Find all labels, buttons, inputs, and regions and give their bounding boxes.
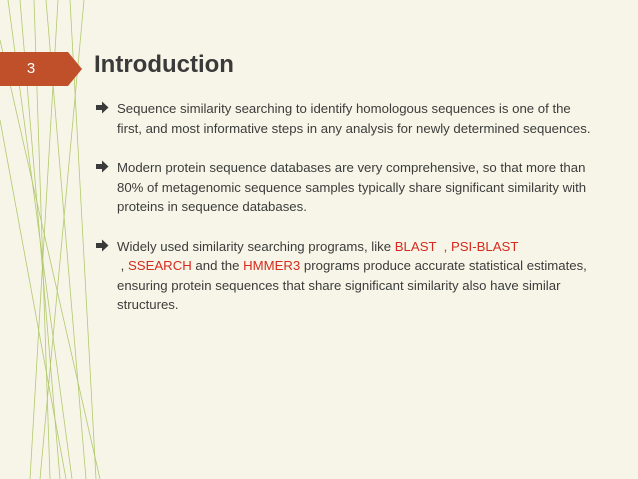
separator: and the bbox=[191, 258, 244, 273]
bullet-text: Modern protein sequence databases are very comprehensive, so that more than 80% of metagenomic sequence samples typically share significant similarity with proteins in sequence databases. bbox=[117, 160, 587, 214]
program-psi-blast: PSI-BLAST bbox=[450, 238, 519, 254]
arrow-right-icon bbox=[96, 239, 109, 252]
slide-title: Introduction bbox=[94, 51, 234, 78]
separator: , bbox=[436, 238, 451, 254]
bullet-item bbox=[96, 158, 592, 217]
arrow-right-icon bbox=[96, 101, 109, 114]
program-hmmer3: HMMER3 bbox=[243, 258, 301, 273]
bullet-text-before: Widely used similarity searching programs, like bbox=[117, 238, 395, 254]
bullet-list bbox=[96, 99, 592, 335]
bullet-text-after: programs produce accurate statistical estimates, ensuring protein sequences that share significant similarity also have similar structures. bbox=[117, 258, 587, 312]
separator: , bbox=[117, 258, 128, 273]
bullet-item bbox=[96, 237, 592, 315]
bullet-item bbox=[96, 99, 592, 138]
program-ssearch: SSEARCH bbox=[128, 258, 192, 273]
program-blast: BLAST bbox=[394, 238, 437, 254]
bullet-text: Sequence similarity searching to identify homologous sequences is one of the first, and most informative steps in any analysis for newly determined sequences. bbox=[117, 101, 591, 136]
page-number: 3 bbox=[26, 60, 36, 77]
bullet-text bbox=[117, 239, 587, 313]
arrow-right-icon bbox=[96, 160, 109, 173]
